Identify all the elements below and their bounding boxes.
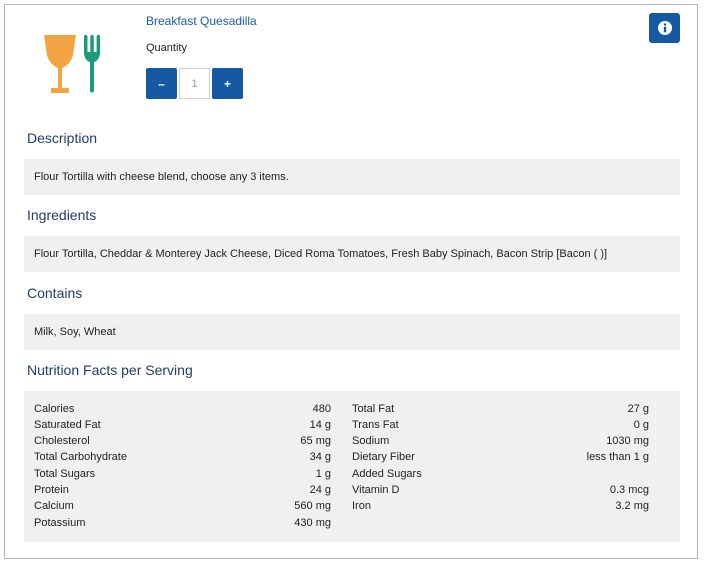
ingredients-text: Flour Tortilla, Cheddar & Monterey Jack Cheese, Diced Roma Tomatoes, Fresh Baby Spinach, Bacon Strip [Bacon ( )]	[34, 248, 608, 260]
nutrient-value: 560 mg	[294, 500, 331, 512]
nutrient-value: 3.2 mg	[615, 500, 649, 512]
food-utensils-icon	[40, 33, 104, 95]
nutrition-heading: Nutrition Facts per Serving	[27, 362, 193, 378]
ingredients-panel	[24, 236, 680, 272]
quantity-input[interactable]: 1	[179, 68, 210, 99]
nutrient-label: Cholesterol	[34, 435, 90, 447]
fork-icon	[84, 35, 100, 93]
nutrient-value: 430 mg	[294, 517, 331, 529]
nutrient-label: Calcium	[34, 500, 74, 512]
contains-text: Milk, Soy, Wheat	[34, 326, 116, 338]
glass-icon	[44, 35, 76, 93]
nutrient-label: Protein	[34, 484, 69, 496]
info-icon	[658, 21, 672, 35]
nutrient-value: 480	[312, 403, 331, 415]
increment-button[interactable]: +	[212, 68, 243, 99]
nutrient-value: 1 g	[315, 468, 331, 480]
description-text: Flour Tortilla with cheese blend, choose any 3 items.	[34, 171, 289, 183]
info-button[interactable]	[649, 13, 680, 43]
nutrient-value: 27 g	[627, 403, 649, 415]
description-heading: Description	[27, 130, 98, 146]
nutrient-value: 14 g	[309, 419, 331, 431]
nutrient-value: 65 mg	[300, 435, 331, 447]
nutrient-label: Calories	[34, 403, 75, 415]
nutrient-label: Saturated Fat	[34, 419, 101, 431]
decrement-button[interactable]: –	[146, 68, 177, 99]
nutrient-label: Total Fat	[352, 403, 395, 415]
nutrient-label: Iron	[352, 500, 371, 512]
contains-panel	[24, 314, 680, 350]
nutrient-value: 0.3 mcg	[609, 484, 649, 496]
item-title[interactable]: Breakfast Quesadilla	[146, 14, 257, 28]
nutrient-label: Added Sugars	[352, 468, 422, 480]
description-panel	[24, 159, 680, 195]
nutrient-label: Total Carbohydrate	[34, 451, 127, 463]
nutrient-label: Potassium	[34, 517, 86, 529]
nutrient-value: 34 g	[309, 451, 331, 463]
nutrition-panel	[24, 391, 680, 542]
quantity-stepper	[146, 68, 243, 99]
nutrient-label: Total Sugars	[34, 468, 96, 480]
nutrient-label: Dietary Fiber	[352, 451, 415, 463]
nutrient-label: Vitamin D	[352, 484, 400, 496]
nutrient-value: 1030 mg	[606, 435, 649, 447]
contains-heading: Contains	[27, 285, 83, 301]
nutrient-value: less than 1 g	[586, 451, 649, 463]
ingredients-heading: Ingredients	[27, 207, 97, 223]
quantity-label: Quantity	[146, 42, 187, 54]
nutrient-label: Trans Fat	[352, 419, 399, 431]
nutrient-value: 0 g	[633, 419, 649, 431]
nutrient-label: Sodium	[352, 435, 390, 447]
nutrient-value: 24 g	[309, 484, 331, 496]
